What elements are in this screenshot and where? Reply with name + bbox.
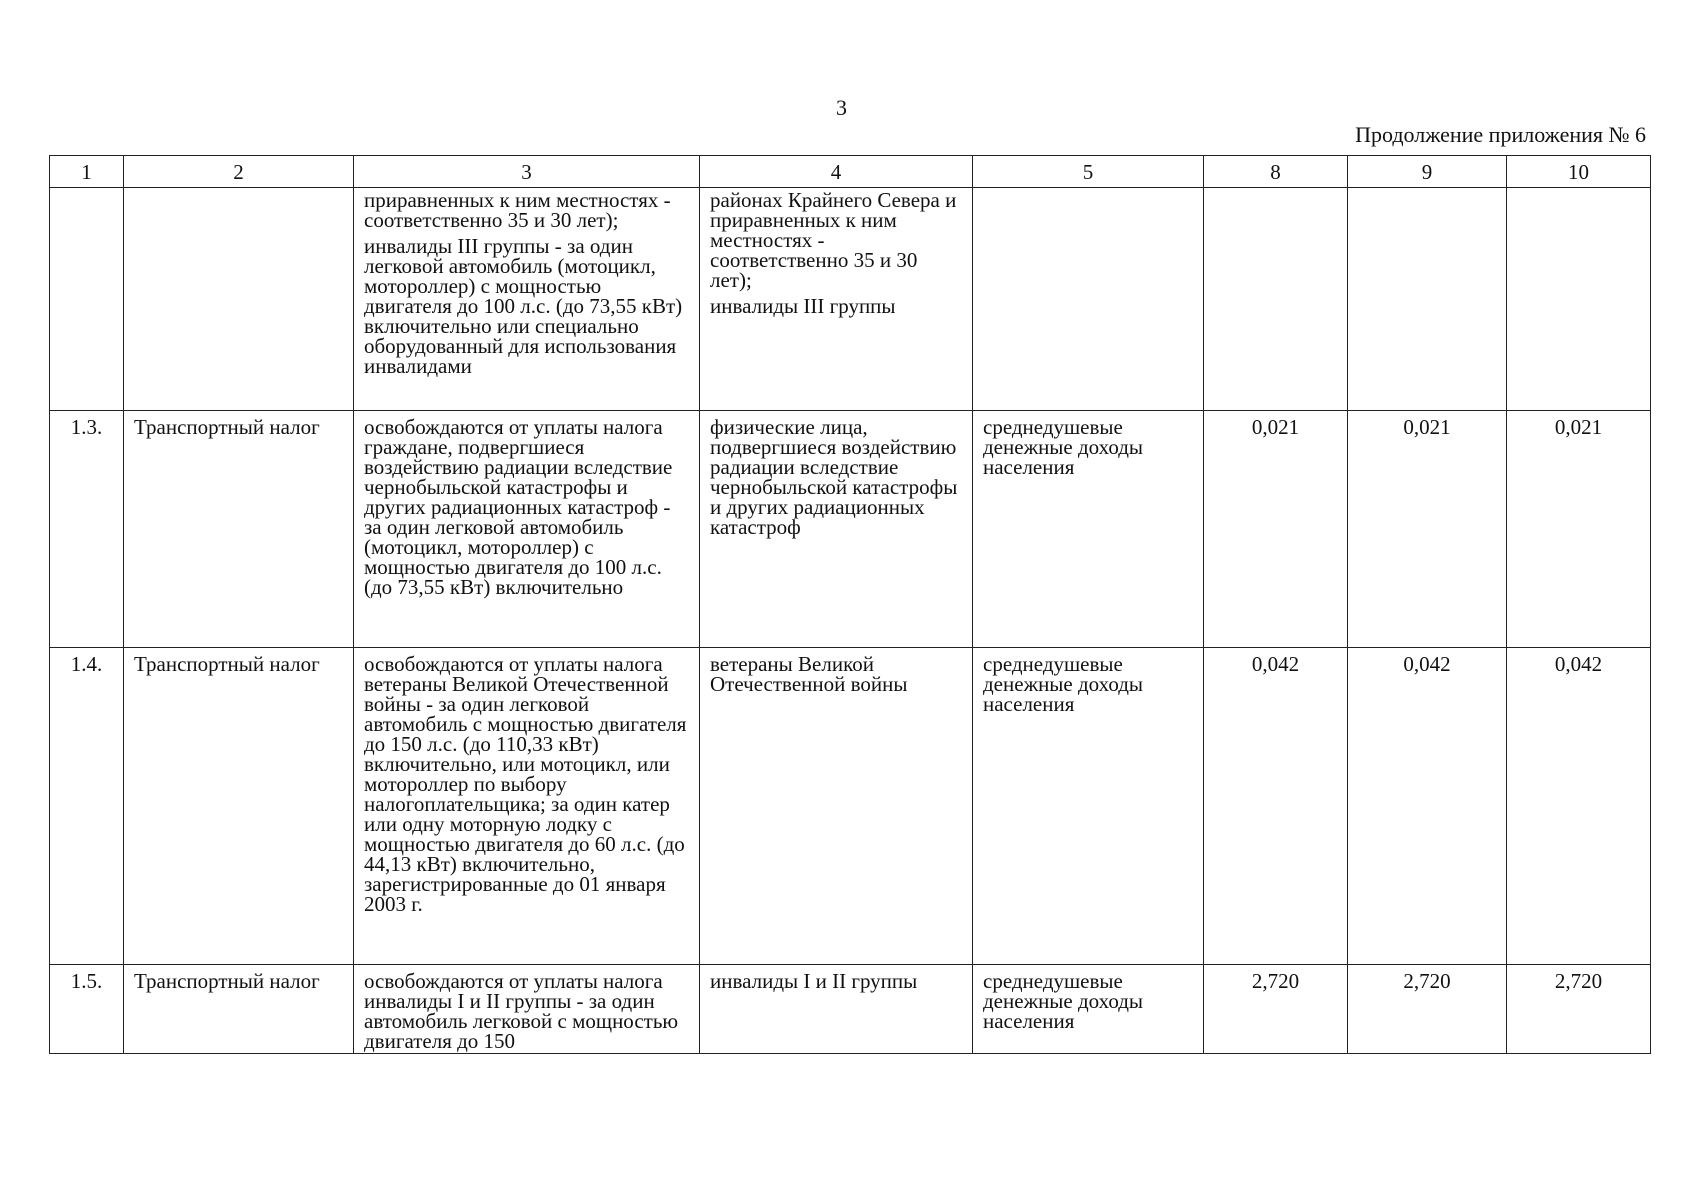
- cell-value-8: [1204, 188, 1348, 411]
- value-col-10: 2,720: [1507, 965, 1651, 1054]
- header-col-9: 9: [1348, 156, 1507, 188]
- row-number: 1.5.: [50, 965, 124, 1054]
- beneficiary-category: ветераны Великой Отечественной войны: [700, 648, 973, 965]
- header-col-8: 8: [1204, 156, 1348, 188]
- table-row: [50, 965, 1651, 1054]
- cell-num: [50, 188, 124, 411]
- table-row-continuation: [50, 188, 1651, 411]
- tax-benefits-table: [49, 155, 1651, 1054]
- header-col-4: 4: [700, 156, 973, 188]
- header-row: [50, 156, 1651, 188]
- value-col-8: 0,042: [1204, 648, 1348, 965]
- cell-description: [354, 188, 700, 411]
- value-col-9: 2,720: [1348, 965, 1507, 1054]
- cell-indicator: [973, 188, 1204, 411]
- beneficiary-category: физические лица, подвергшиеся воздействию радиации вследствие чернобыльской катастрофы и других радиационных катастроф: [700, 411, 973, 648]
- cell-tax: [124, 188, 354, 411]
- tax-name: Транспортный налог: [124, 965, 354, 1054]
- description-paragraph: приравненных к ним местностях - соответственно 35 и 30 лет);: [364, 188, 671, 232]
- value-col-8: 0,021: [1204, 411, 1348, 648]
- benefit-description: освобождаются от уплаты налога ветераны Великой Отечественной войны - за один легковой автомобиль с мощностью двигателя до 150 л.с. (до 110,33 кВт) включительно, или мотоцикл, или мотороллер по выбору налогоплательщика; за один катер или одну моторную лодку с мощностью двигателя до 60 л.с. (до 44,13 кВт) включительно, зарегистрированные до 01 января 2003 г.: [354, 648, 700, 965]
- category-paragraph: районах Крайнего Севера и приравненных к ним местностях - соответственно 35 и 30 лет);: [710, 188, 957, 292]
- tax-name: Транспортный налог: [124, 411, 354, 648]
- header-col-10: 10: [1507, 156, 1651, 188]
- table-row: [50, 411, 1651, 648]
- category-paragraph: инвалиды III группы: [710, 294, 896, 318]
- header-col-1: 1: [50, 156, 124, 188]
- value-col-8: 2,720: [1204, 965, 1348, 1054]
- cell-category: [700, 188, 973, 411]
- cell-value-10: [1507, 188, 1651, 411]
- tax-name: Транспортный налог: [124, 648, 354, 965]
- effect-indicator: среднедушевые денежные доходы населения: [973, 965, 1204, 1054]
- table-row: [50, 648, 1651, 965]
- appendix-continuation-note: Продолжение приложения № 6: [1355, 122, 1646, 147]
- header-col-2: 2: [124, 156, 354, 188]
- effect-indicator: среднедушевые денежные доходы населения: [973, 411, 1204, 648]
- row-number: 1.3.: [50, 411, 124, 648]
- benefit-description: освобождаются от уплаты налога инвалиды I и II группы - за один автомобиль легковой с мощностью двигателя до 150: [354, 965, 700, 1054]
- description-paragraph: инвалиды III группы - за один легковой автомобиль (мотоцикл, мотороллер) с мощностью двигателя до 100 л.с. (до 73,55 кВт) включительно или специально оборудованный для использования инвалидами: [364, 234, 683, 378]
- header-col-3: 3: [354, 156, 700, 188]
- value-col-10: 0,042: [1507, 648, 1651, 965]
- cell-value-9: [1348, 188, 1507, 411]
- page-number: 3: [836, 95, 847, 120]
- beneficiary-category: инвалиды I и II группы: [700, 965, 973, 1054]
- value-col-9: 0,021: [1348, 411, 1507, 648]
- effect-indicator: среднедушевые денежные доходы населения: [973, 648, 1204, 965]
- value-col-9: 0,042: [1348, 648, 1507, 965]
- value-col-10: 0,021: [1507, 411, 1651, 648]
- header-col-5: 5: [973, 156, 1204, 188]
- benefit-description: освобождаются от уплаты налога граждане, подвергшиеся воздействию радиации вследствие чернобыльской катастрофы и других радиационных катастроф - за один легковой автомобиль (мотоцикл, мотороллер) с мощностью двигателя до 100 л.с. (до 73,55 кВт) включительно: [354, 411, 700, 648]
- row-number: 1.4.: [50, 648, 124, 965]
